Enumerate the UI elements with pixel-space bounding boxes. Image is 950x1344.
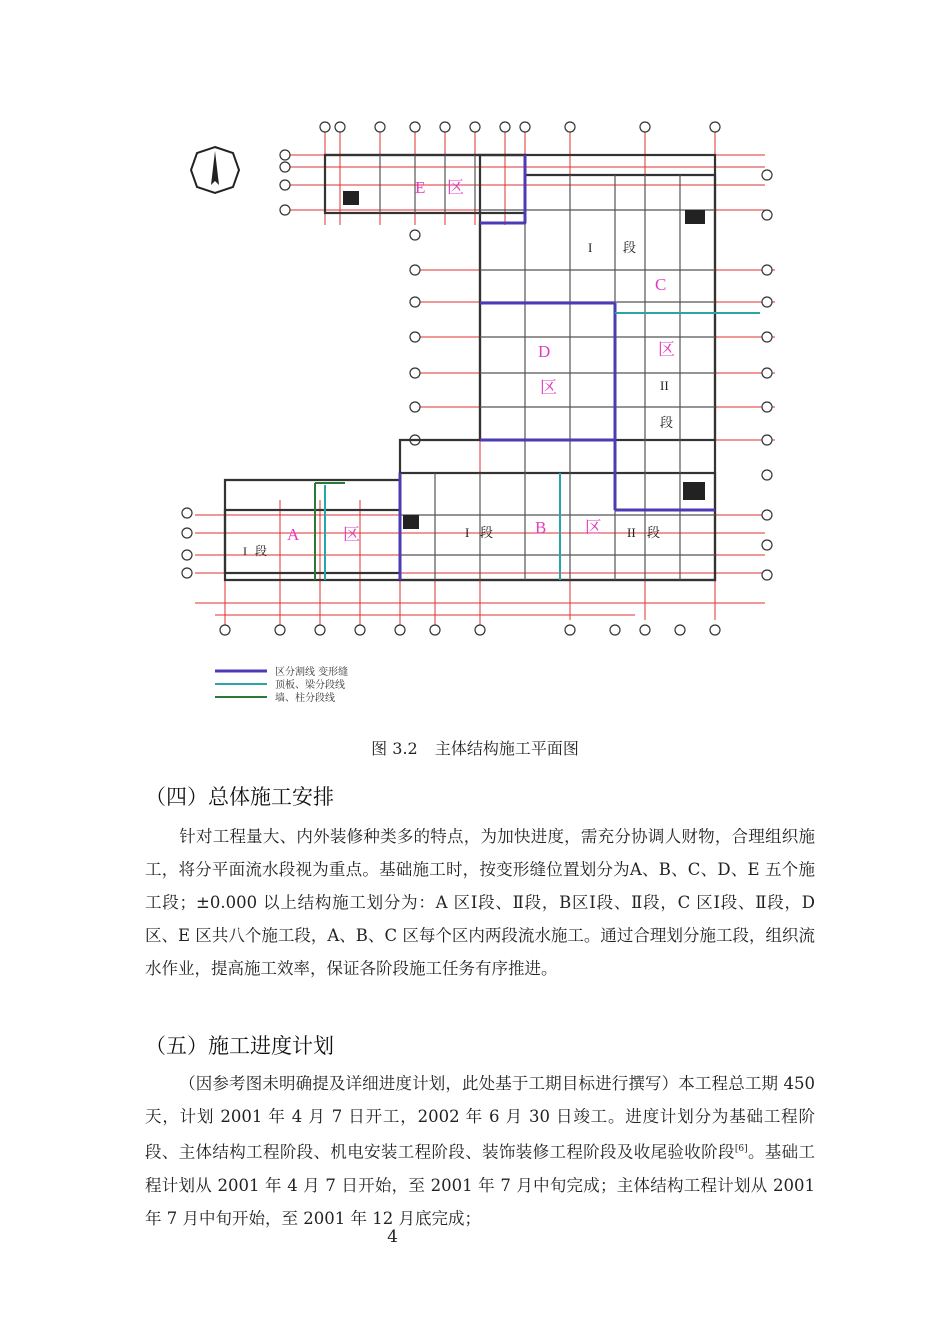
citation-ref: [6] [734,1144,748,1154]
section-heading-4: （四）总体施工安排 [145,785,334,809]
zone-label-d: D [538,342,551,361]
zone-label-b-duan: 段 [480,525,494,540]
zone-label-a-i: I [243,544,247,558]
zone-label-c-duan: 段 [623,240,637,255]
section-heading-5: （五）施工进度计划 [145,1034,334,1058]
zone-label-c-qu: 区 [658,340,675,359]
legend-wall-division: 墙、柱分段线 [275,693,335,704]
zone-label-e: E [415,178,426,197]
zone-labels [243,178,675,558]
zone-label-c: C [655,275,667,294]
zone-label-b: B [535,518,547,537]
grid-axis-markers [182,122,772,635]
structural-cells [380,155,715,580]
section-4-text: 针对工程量大、内外装修种类多的特点，为加快进度，需充分协调人财物，合理组织施工，将分平面流水段视为重点。基础施工时，按变形缝位置划分为A、B、C、D、E 五个施工段；±0.000 以上结构施工划分为：A 区Ⅰ段、Ⅱ段，B区Ⅰ段、Ⅱ段，C 区Ⅰ段、Ⅱ段，D 区、E 区共八个施工段，A、B、C 区每个区内两段流水施工。通过合理划分施工段，组织流水作业，提高施工效率，保证各阶段施工任务有序推进。 [145,827,815,978]
north-arrow-icon [191,147,239,193]
building-walls [225,155,715,580]
section-5-text-b: 。基础工程计划从 2001 年 4 月 7 日开始，至 2001 年 7 月中旬完成；主体结构工程计划从 2001 年 7 月中旬开始，至 2001 年 12 月底完成； [145,1142,816,1228]
section-5-text-a: （因参考图未明确提及详细进度计划，此处基于工期目标进行撰写）本工程总工期 450 天，计划 2001 年 4 月 7 日开工，2002 年 6 月 30 日竣工。进度计划分为基础工程阶段、主体结构工程阶段、机电安装工程阶段、装饰装修工程阶段及收尾验收阶段 [145,1074,815,1162]
zone-label-a: A [287,525,300,544]
zone-label-b-ii: II [627,525,636,540]
section-body-4 [145,820,815,985]
zone-label-b-i: I [465,525,470,540]
zone-label-b-ii-duan: 段 [647,525,661,540]
grid-lines [195,127,775,625]
zone-divider-lines [400,155,715,580]
construction-plan-figure [175,115,785,715]
zone-label-c-ii-duan: 段 [660,415,674,430]
page-number: 4 [387,1227,398,1247]
figure-legend [215,665,348,704]
zone-label-e-qu: 区 [447,178,464,197]
zone-label-c-ii: II [660,378,669,393]
section-body-5 [145,1067,815,1235]
figure-number: 图 3.2 [371,739,418,758]
zone-label-b-qu: 区 [585,518,602,537]
figure-caption [0,736,950,759]
zone-label-a-qu: 区 [343,525,360,544]
floor-plan-drawing [175,115,785,715]
zone-label-c-i: I [588,240,593,255]
legend-slab-division: 顶板、梁分段线 [275,680,345,691]
legend-zone-divider: 区分割线 变形缝 [275,667,349,678]
stair-icon [343,191,705,529]
zone-label-a-duan: 段 [255,544,268,558]
figure-title: 主体结构施工平面图 [434,739,579,758]
zone-label-d-qu: 区 [540,378,557,397]
